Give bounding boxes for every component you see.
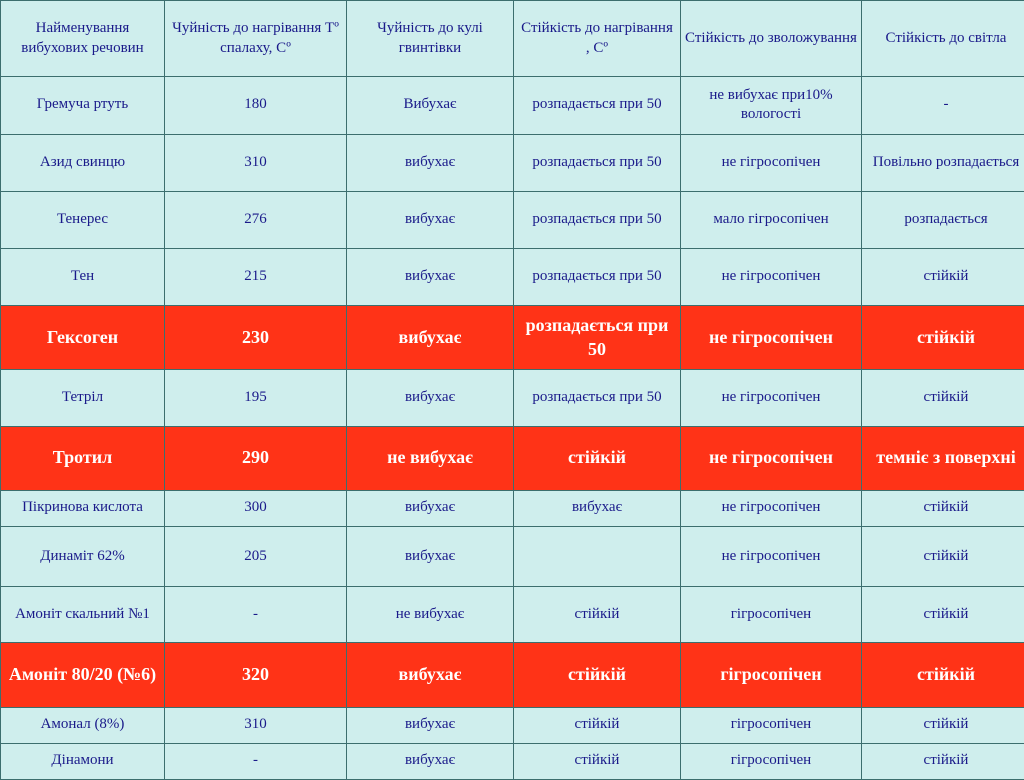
flash-temperature-cell: 195 (165, 370, 347, 426)
light-stability-cell: стійкій (862, 306, 1024, 370)
flash-temperature-cell: 320 (165, 643, 347, 707)
table-row (1, 191, 1024, 248)
heat-stability-cell: стійкій (514, 707, 681, 743)
light-stability-cell: стійкій (862, 490, 1024, 526)
explosive-name-cell: Гремуча ртуть (1, 77, 165, 134)
flash-temperature-cell: 205 (165, 526, 347, 586)
light-stability-cell: стійкій (862, 587, 1024, 643)
flash-temperature-cell: - (165, 743, 347, 779)
heat-stability-cell: розпадається при 50 (514, 248, 681, 305)
moisture-stability-cell: не гігросопічен (681, 370, 862, 426)
moisture-stability-cell: не гігросопічен (681, 526, 862, 586)
bullet-sensitivity-cell: вибухає (347, 490, 514, 526)
bullet-sensitivity-cell: вибухає (347, 134, 514, 191)
flash-temperature-cell: 276 (165, 191, 347, 248)
light-stability-cell: стійкій (862, 707, 1024, 743)
header-flash-sensitivity: Чуйність до нагрівання Тº спалаху, Сº (165, 1, 347, 77)
explosive-name-cell: Амоніт 80/20 (№6) (1, 643, 165, 707)
table-row (1, 707, 1024, 743)
explosive-name-cell: Гексоген (1, 306, 165, 370)
header-light-stability: Стійкість до світла (862, 1, 1024, 77)
explosive-name-cell: Пікринова кислота (1, 490, 165, 526)
heat-stability-cell: розпадається при 50 (514, 134, 681, 191)
flash-temperature-cell: 310 (165, 707, 347, 743)
explosive-name-cell: Амоніт скальний №1 (1, 587, 165, 643)
explosive-name-cell: Тротил (1, 426, 165, 490)
light-stability-cell: стійкій (862, 526, 1024, 586)
bullet-sensitivity-cell: вибухає (347, 743, 514, 779)
moisture-stability-cell: гігросопічен (681, 743, 862, 779)
explosive-name-cell: Тен (1, 248, 165, 305)
flash-temperature-cell: 180 (165, 77, 347, 134)
table-row (1, 77, 1024, 134)
explosive-name-cell: Азид свинцю (1, 134, 165, 191)
table-row (1, 643, 1024, 707)
explosive-name-cell: Амонал (8%) (1, 707, 165, 743)
flash-temperature-cell: 230 (165, 306, 347, 370)
header-heat-stability: Стійкість до нагрівання , Сº (514, 1, 681, 77)
moisture-stability-cell: гігросопічен (681, 587, 862, 643)
explosive-name-cell: Тетріл (1, 370, 165, 426)
table-row (1, 306, 1024, 370)
table-row (1, 490, 1024, 526)
moisture-stability-cell: не вибухає при10% вологості (681, 77, 862, 134)
heat-stability-cell: розпадається при 50 (514, 77, 681, 134)
moisture-stability-cell: мало гігросопічен (681, 191, 862, 248)
flash-temperature-cell: 215 (165, 248, 347, 305)
explosive-name-cell: Дінамони (1, 743, 165, 779)
header-bullet-sensitivity: Чуйність до кулі гвинтівки (347, 1, 514, 77)
heat-stability-cell: розпадається при 50 (514, 370, 681, 426)
heat-stability-cell (514, 526, 681, 586)
bullet-sensitivity-cell: вибухає (347, 526, 514, 586)
table-row (1, 743, 1024, 779)
heat-stability-cell: стійкій (514, 743, 681, 779)
moisture-stability-cell: не гігросопічен (681, 426, 862, 490)
light-stability-cell: стійкій (862, 743, 1024, 779)
light-stability-cell: стійкій (862, 643, 1024, 707)
table-row (1, 248, 1024, 305)
light-stability-cell: Повільно розпадається (862, 134, 1024, 191)
bullet-sensitivity-cell: Вибухає (347, 77, 514, 134)
moisture-stability-cell: гігросопічен (681, 707, 862, 743)
flash-temperature-cell: - (165, 587, 347, 643)
flash-temperature-cell: 310 (165, 134, 347, 191)
bullet-sensitivity-cell: не вибухає (347, 587, 514, 643)
heat-stability-cell: стійкій (514, 426, 681, 490)
light-stability-cell: стійкій (862, 370, 1024, 426)
table-row (1, 370, 1024, 426)
moisture-stability-cell: не гігросопічен (681, 248, 862, 305)
bullet-sensitivity-cell: вибухає (347, 707, 514, 743)
heat-stability-cell: розпадається при 50 (514, 306, 681, 370)
heat-stability-cell: стійкій (514, 643, 681, 707)
bullet-sensitivity-cell: вибухає (347, 306, 514, 370)
moisture-stability-cell: не гігросопічен (681, 306, 862, 370)
moisture-stability-cell: гігросопічен (681, 643, 862, 707)
table-row (1, 134, 1024, 191)
bullet-sensitivity-cell: вибухає (347, 248, 514, 305)
bullet-sensitivity-cell: вибухає (347, 370, 514, 426)
table-row (1, 526, 1024, 586)
explosive-name-cell: Тенерес (1, 191, 165, 248)
moisture-stability-cell: не гігросопічен (681, 134, 862, 191)
flash-temperature-cell: 290 (165, 426, 347, 490)
table-row (1, 587, 1024, 643)
light-stability-cell: - (862, 77, 1024, 134)
explosive-name-cell: Динаміт 62% (1, 526, 165, 586)
bullet-sensitivity-cell: вибухає (347, 191, 514, 248)
header-name: Найменування вибухових речовин (1, 1, 165, 77)
light-stability-cell: стійкій (862, 248, 1024, 305)
table-row (1, 426, 1024, 490)
header-row (1, 1, 1024, 77)
bullet-sensitivity-cell: вибухає (347, 643, 514, 707)
heat-stability-cell: розпадається при 50 (514, 191, 681, 248)
light-stability-cell: темніє з поверхні (862, 426, 1024, 490)
header-moisture-stability: Стійкість до зволожування (681, 1, 862, 77)
light-stability-cell: розпадається (862, 191, 1024, 248)
heat-stability-cell: вибухає (514, 490, 681, 526)
heat-stability-cell: стійкій (514, 587, 681, 643)
flash-temperature-cell: 300 (165, 490, 347, 526)
moisture-stability-cell: не гігросопічен (681, 490, 862, 526)
bullet-sensitivity-cell: не вибухає (347, 426, 514, 490)
